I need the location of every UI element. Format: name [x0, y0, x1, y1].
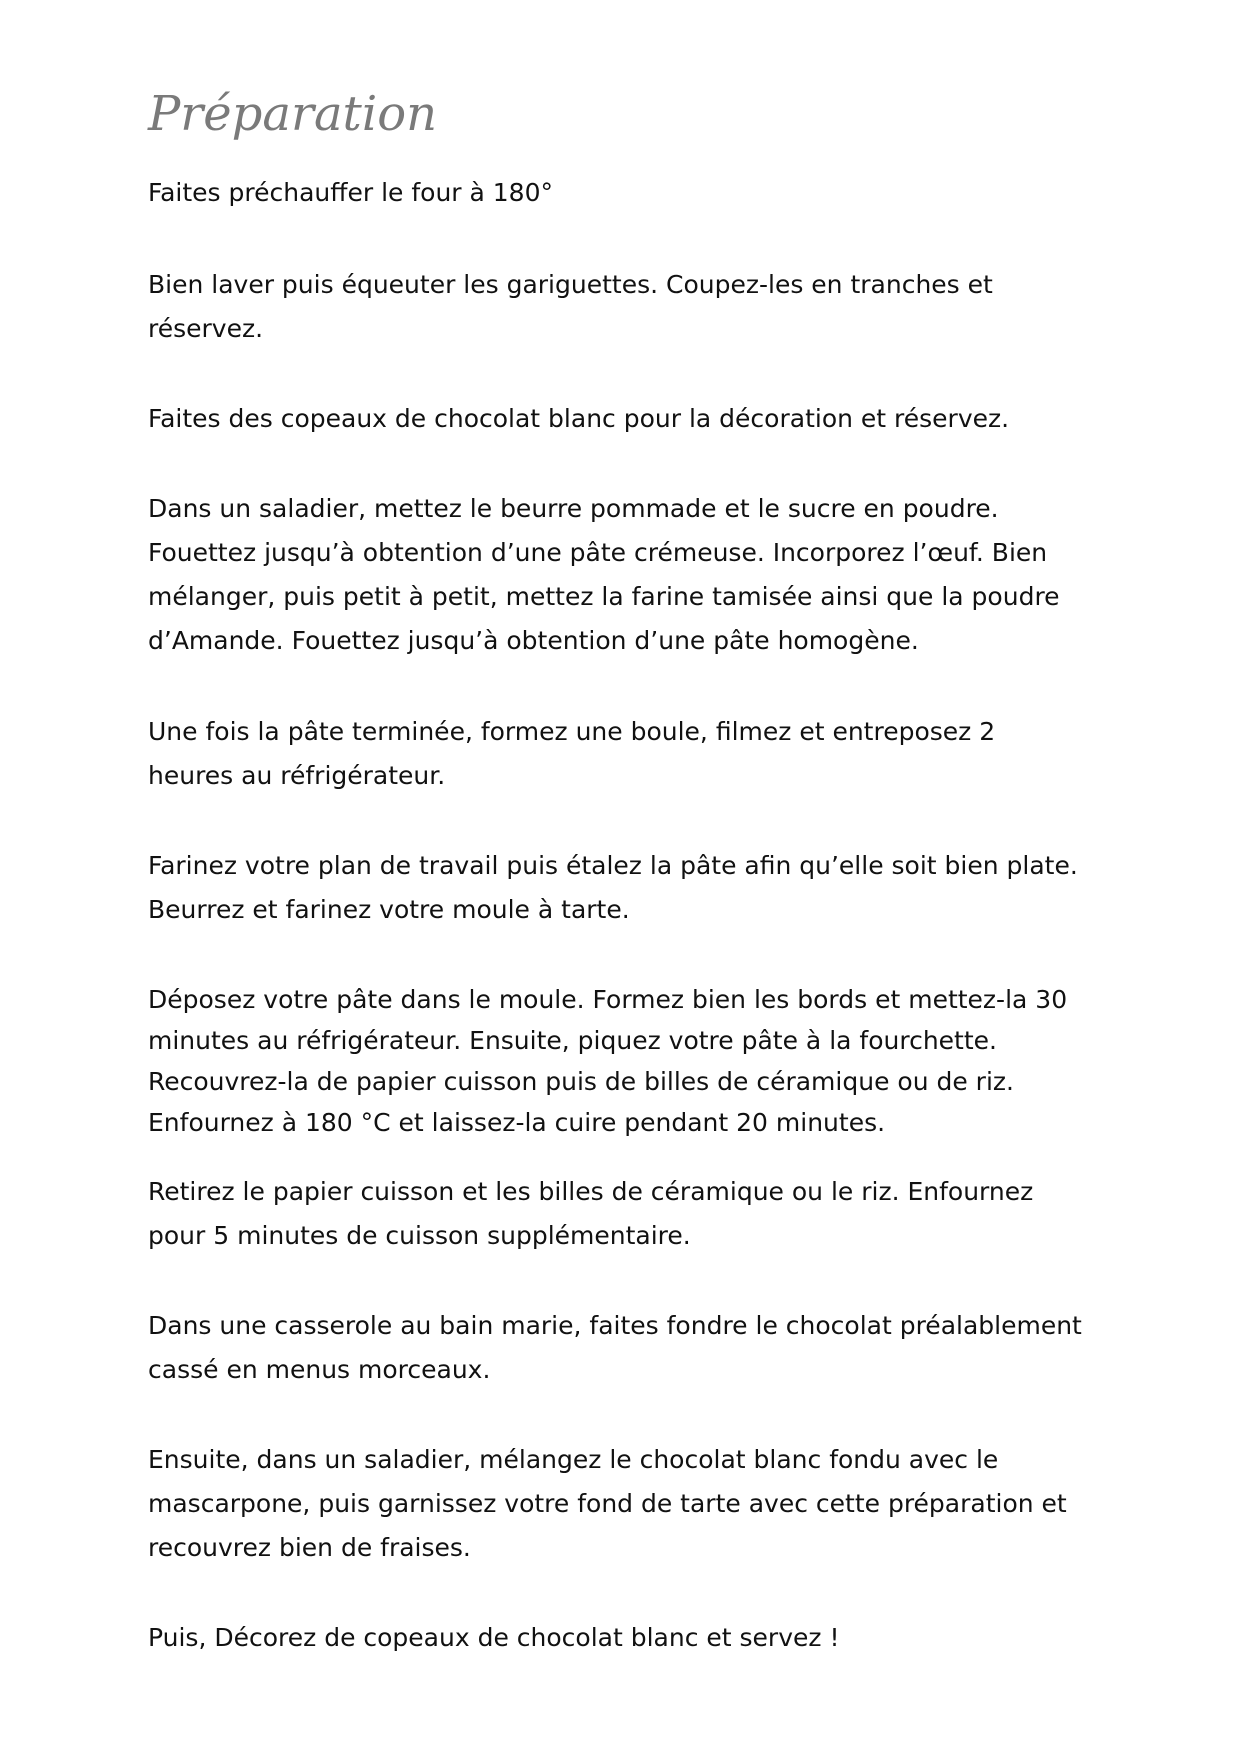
paragraph-line: mascarpone, puis garnissez votre fond de tarte avec cette préparation et	[148, 1489, 1067, 1518]
paragraph-line: cassé en menus morceaux.	[148, 1355, 491, 1384]
paragraph-line: Ensuite, dans un saladier, mélangez le chocolat blanc fondu avec le	[148, 1445, 999, 1474]
paragraph-line: d’Amande. Fouettez jusqu’à obtention d’une pâte homogène.	[148, 626, 919, 655]
paragraph-line: heures au réfrigérateur.	[148, 761, 446, 790]
paragraph-line: Bien laver puis équeuter les gariguettes. Coupez-les en tranches et	[148, 270, 993, 299]
paragraph-fill-tart	[148, 1438, 1067, 1570]
paragraph-roll-out	[148, 844, 1078, 932]
paragraph-line: réservez.	[148, 314, 264, 343]
paragraph-chocolate-shavings	[148, 397, 1009, 441]
paragraph-line: Faites préchauffer le four à 180°	[148, 178, 553, 207]
paragraph-strawberries	[148, 263, 993, 351]
paragraph-line: Une fois la pâte terminée, formez une boule, filmez et entreposez 2	[148, 717, 996, 746]
paragraph-line: minutes au réfrigérateur. Ensuite, piquez votre pâte à la fourchette.	[148, 1026, 997, 1055]
paragraph-blind-bake	[148, 979, 1067, 1143]
paragraph-line: Recouvrez-la de papier cuisson puis de billes de céramique ou de riz.	[148, 1067, 1014, 1096]
paragraph-melt-chocolate	[148, 1304, 1082, 1392]
paragraph-decorate	[148, 1616, 839, 1660]
paragraph-line: pour 5 minutes de cuisson supplémentaire.	[148, 1221, 691, 1250]
paragraph-line: Dans un saladier, mettez le beurre pommade et le sucre en poudre.	[148, 494, 999, 523]
paragraph-line: Déposez votre pâte dans le moule. Formez bien les bords et mettez-la 30	[148, 985, 1068, 1014]
paragraph-line: Dans une casserole au bain marie, faites fondre le chocolat préalablement	[148, 1311, 1082, 1340]
page-title: Préparation	[148, 86, 438, 142]
paragraph-line: Enfournez à 180 °C et laissez-la cuire pendant 20 minutes.	[148, 1108, 886, 1137]
paragraph-line: recouvrez bien de fraises.	[148, 1533, 471, 1562]
paragraph-rest-dough	[148, 710, 995, 798]
paragraph-dough	[148, 487, 1060, 663]
paragraph-line: Farinez votre plan de travail puis étalez la pâte afin qu’elle soit bien plate.	[148, 851, 1078, 880]
paragraph-preheat	[148, 171, 553, 215]
paragraph-line: Retirez le papier cuisson et les billes de céramique ou le riz. Enfournez	[148, 1177, 1034, 1206]
paragraph-line: Beurrez et farinez votre moule à tarte.	[148, 895, 630, 924]
paragraph-line: Faites des copeaux de chocolat blanc pour la décoration et réservez.	[148, 404, 1010, 433]
paragraph-line: mélanger, puis petit à petit, mettez la farine tamisée ainsi que la poudre	[148, 582, 1060, 611]
paragraph-line: Fouettez jusqu’à obtention d’une pâte crémeuse. Incorporez l’œuf. Bien	[148, 538, 1048, 567]
paragraph-line: Puis, Décorez de copeaux de chocolat blanc et servez !	[148, 1623, 840, 1652]
paragraph-finish-baking	[148, 1170, 1033, 1258]
